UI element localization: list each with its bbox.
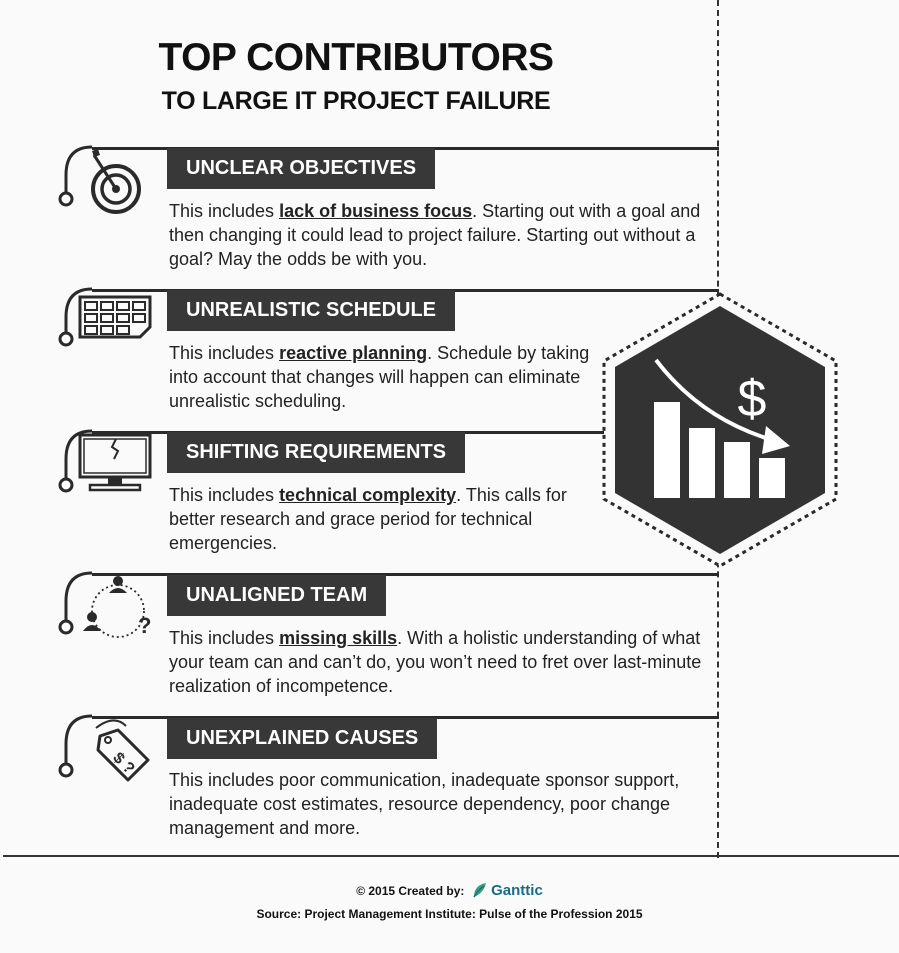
section-heading: UNCLEAR OBJECTIVES — [167, 148, 435, 189]
dollar-symbol: $ — [737, 370, 767, 428]
section-heading: SHIFTING REQUIREMENTS — [167, 432, 465, 473]
section-keyword: lack of business focus — [279, 201, 473, 221]
broken-monitor-icon — [56, 429, 161, 497]
footer-rule — [3, 855, 899, 857]
section-text — [169, 483, 609, 555]
page-title: TOP CONTRIBUTORS — [158, 36, 554, 79]
section-keyword: reactive planning — [279, 343, 428, 363]
credit-text: © 2015 Created by: — [356, 884, 465, 898]
section-keyword: technical complexity — [279, 485, 457, 505]
bar-3 — [724, 442, 750, 498]
section-lead: This includes — [169, 343, 280, 363]
section-heading: UNALIGNED TEAM — [167, 575, 386, 616]
ganttic-leaf-icon — [472, 881, 488, 899]
section-rest: . Starting out with a goal and then changing it could lead to project failure. Starting out without a goal? May the odds be with you. — [169, 201, 701, 269]
section-text — [169, 199, 709, 271]
declining-revenue-icon — [600, 290, 840, 570]
section-heading: UNEXPLAINED CAUSES — [167, 718, 437, 759]
credit-line — [0, 881, 899, 899]
section-heading: UNREALISTIC SCHEDULE — [167, 290, 455, 331]
source-line: Source: Project Management Institute: Pulse of the Profession 2015 — [256, 907, 643, 921]
section-lead: This includes poor communication, inadequate sponsor support, inadequate cost estimates, resource dependency, poor change management and more. — [169, 770, 680, 838]
team-question-icon — [56, 571, 161, 641]
bar-1 — [654, 402, 680, 498]
section-text — [169, 341, 609, 413]
section-rest: . This calls for better research and grace period for technical emergencies. — [169, 485, 567, 553]
bar-4 — [759, 458, 785, 498]
page-subtitle: TO LARGE IT PROJECT FAILURE — [161, 87, 551, 115]
section-text — [169, 768, 689, 840]
svg-text:?: ? — [138, 613, 152, 638]
price-tag-icon — [56, 714, 161, 784]
section-lead: This includes — [169, 485, 280, 505]
section-lead: This includes — [169, 628, 280, 648]
section-rest: . Schedule by taking into account that changes will happen can eliminate unrealistic scheduling. — [169, 343, 590, 411]
svg-text:$ ?: $ ? — [109, 749, 138, 778]
bar-2 — [689, 428, 715, 498]
calendar-icon — [56, 287, 161, 352]
section-lead: This includes — [169, 201, 280, 221]
section-keyword: missing skills — [279, 628, 398, 648]
target-icon — [56, 145, 161, 215]
section-rest: . With a holistic understanding of what your team can and can’t do, you won’t need to fret over last-minute realization of incompetence. — [169, 628, 702, 696]
section-text — [169, 626, 709, 698]
brand-name: Ganttic — [491, 882, 543, 899]
